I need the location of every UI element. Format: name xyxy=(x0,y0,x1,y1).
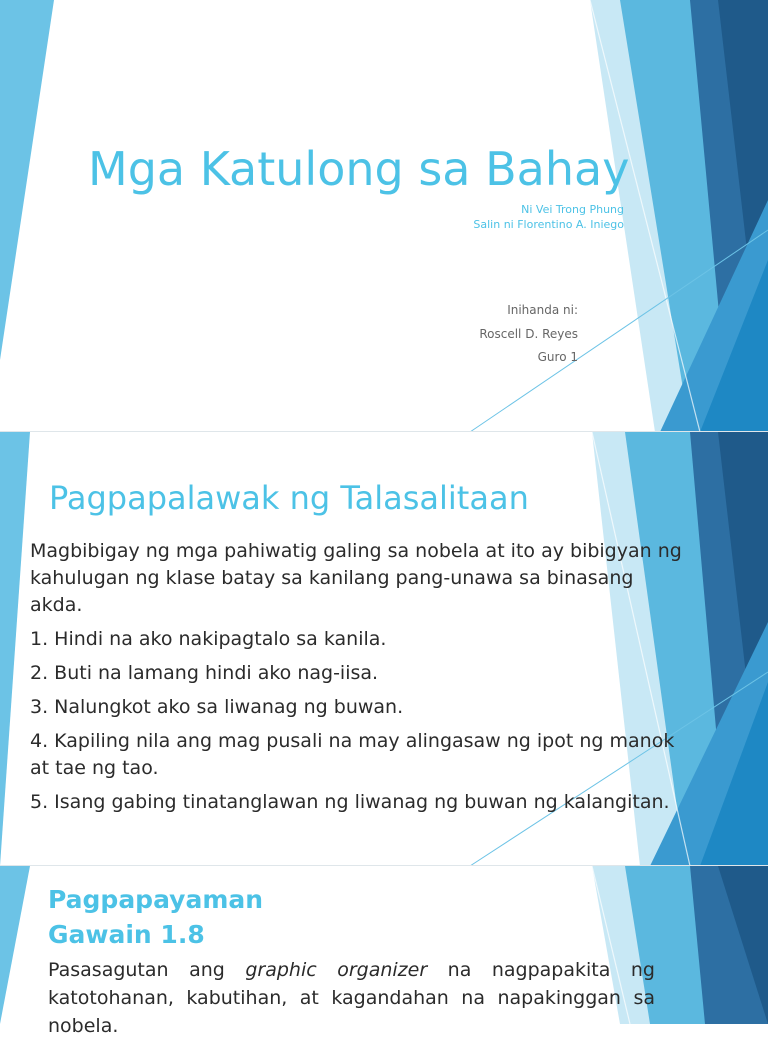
list-item: 2. Buti na lamang hindi ako nag-iisa. xyxy=(30,662,379,684)
activity-slide xyxy=(0,866,768,1037)
slide-title: Pagpapalawak ng Talasalitaan xyxy=(49,479,529,517)
list-item: 4. Kapiling nila ang mag pusali na may alingasaw ng ipot ng manok at tae ng tao. xyxy=(30,730,675,779)
presenter-position: Guro 1 xyxy=(537,350,578,364)
title-slide xyxy=(0,0,768,432)
translator-line: Salin ni Florentino A. Iniego xyxy=(473,218,624,231)
slide-title: Mga Katulong sa Bahay xyxy=(88,142,630,196)
list-item: 3. Nalungkot ako sa liwanag ng buwan. xyxy=(30,696,404,718)
instruction-paragraph xyxy=(48,956,655,1040)
title-line: Gawain 1.8 xyxy=(48,920,205,949)
slide-title xyxy=(48,882,263,952)
vocabulary-slide xyxy=(0,432,768,866)
presenter-name: Roscell D. Reyes xyxy=(479,327,578,341)
list-item: 1. Hindi na ako nakipagtalo sa kanila. xyxy=(30,628,387,650)
list-item: 5. Isang gabing tinatanglawan ng liwanag ng buwan ng kalangitan. xyxy=(30,791,670,813)
body-emphasis: graphic organizer xyxy=(245,959,428,981)
body-text: na nagpapakita ng katotohanan, kabutihan, at kagandahan na napakinggan sa nobela. xyxy=(48,959,655,1037)
author-line: Ni Vei Trong Phung xyxy=(521,203,624,216)
body-text: Pasasagutan ang xyxy=(48,959,246,981)
slide-body xyxy=(30,538,690,823)
decorative-triangles xyxy=(0,0,768,432)
prepared-by-label: Inihanda ni: xyxy=(507,303,578,317)
intro-paragraph: Magbibigay ng mga pahiwatig galing sa nobela at ito ay bibigyan ng kahulugan ng klase batay sa kanilang pang-unawa sa binasang akda. xyxy=(30,540,682,616)
slide-body xyxy=(48,956,655,1040)
title-line: Pagpapayaman xyxy=(48,885,264,914)
